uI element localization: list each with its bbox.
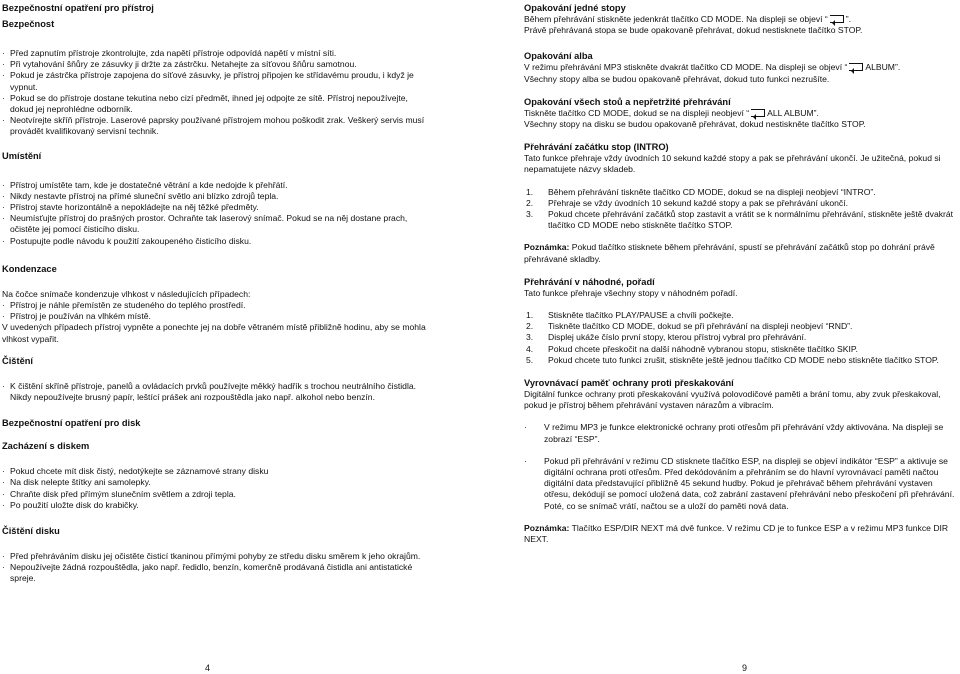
- intro-text: Tato funkce přehraje vždy úvodních 10 sekund každé stopy a pak se přehrávání ukončí. Je užitečná, pokud si nepamatujete názvy skladeb.: [524, 153, 941, 175]
- repeat-icon: [830, 15, 844, 23]
- note-label: Poznámka:: [524, 242, 570, 253]
- random-steps: [524, 310, 956, 366]
- list-item: · K čištění skříně přístroje, panelů a ovládacích prvků používejte měkký hadřík s trochou neutrálního čistidla. Nikdy nepoužívejte brusný papír, leštící prášek ani rozpouštědla jako např. alkohol nebo benzín.: [2, 381, 432, 403]
- step-text: Displej ukáže číslo první stopy, kterou přístroj vybral pro přehrávání.: [548, 332, 807, 343]
- list-item: · Nikdy nestavte přístroj na přímé sluneční světlo ani blízko zdrojů tepla.: [2, 191, 432, 202]
- intro-note: [524, 242, 956, 264]
- repeat-album-heading: Opakování alba: [524, 51, 593, 62]
- random-heading: Přehrávání v náhodné, pořadí: [524, 276, 655, 287]
- list-item: · Přístroj umístěte tam, kde je dostatečné větrání a kde nedojde k přehřátí.: [2, 180, 432, 191]
- list-item: · Pokud chcete mít disk čistý, nedotýkejte se záznamové strany disku: [2, 466, 432, 477]
- list-item: 2. Přehraje se vždy úvodních 10 sekund každé stopy a pak se přehrávání ukončí.: [526, 197, 849, 208]
- list-item: · Neotvírejte skříň přístroje. Laserové paprsky používané přístrojem mohou poškodit zrak. Veškerý servis musí provádět kvalifikovaný servisní technik.: [2, 115, 432, 137]
- list-item: 1. Během přehrávání tiskněte tlačítko CD MODE, dokud se na displeji neobjeví “INTRO”.: [526, 186, 876, 197]
- note-label: Poznámka:: [524, 522, 570, 533]
- intro-steps: [524, 187, 956, 232]
- list-item: · Postupujte podle návodu k použití zakoupeného čisticího disku.: [2, 236, 432, 247]
- safety-list: [2, 48, 432, 138]
- page-title: Bezpečnostní opatření pro přístroj: [2, 3, 154, 13]
- repeat-all-text-c: Všechny stopy na disku se budou opakovaně přehrávat, dokud nestiskněte tlačítko STOP.: [524, 119, 866, 130]
- note-text: Tlačítko ESP/DIR NEXT má dvě funkce. V režimu CD je to funkce ESP a v režimu MP3 funkce DIR NEXT.: [524, 522, 949, 545]
- list-item: · Před zapnutím přístroje zkontrolujte, zda napětí přístroje odpovídá napětí v místní síti.: [2, 48, 432, 59]
- list-item: 1. Stiskněte tlačítko PLAY/PAUSE a chvíli počkejte.: [526, 310, 734, 321]
- repeat-all-heading: Opakování všech stoů a nepřetržité přehrávání: [524, 96, 731, 107]
- list-item: 5. Pokud chcete tuto funkci zrušit, stiskněte ještě jednou tlačítko CD MODE nebo stiskněte tlačítko STOP.: [526, 354, 939, 365]
- repeat-all-text: [524, 108, 956, 119]
- repeat-icon: [849, 63, 863, 71]
- esp-list: [524, 422, 956, 511]
- disc-cleaning-heading: Čištění disku: [2, 526, 60, 537]
- repeat-album-text-c: Všechny stopy alba se budou opakovaně přehrávat, dokud tuto funkci nezrušíte.: [524, 73, 830, 84]
- list-item: · Před přehráváním disku jej očistěte čisticí tkaninou přímými pohyby ze středu disku směrem k jeho okrajům.: [2, 551, 432, 562]
- disc-cleaning-list: [2, 551, 432, 585]
- disc-handling-list: [2, 466, 432, 511]
- step-text: Během přehrávání tiskněte tlačítko CD MODE, dokud se na displeji neobjeví “INTRO”.: [548, 186, 876, 197]
- list-item: 3. Displej ukáže číslo první stopy, kterou přístroj vybral pro přehrávání.: [526, 332, 807, 343]
- list-item: · V režimu MP3 je funkce elektronické ochrany proti otřesům při přehrávání vždy aktivována. Na displeji se zobrazí “ESP”.: [524, 422, 956, 444]
- condensation-intro: Na čočce snímače kondenzuje vlhkost v následujících případech:: [2, 288, 251, 299]
- condensation-note: V uvedených případech přístroj vypněte a ponechte jej na dobře větraném místě přibližně hodinu, aby se mohla vlhkost vypařit.: [2, 322, 426, 344]
- repeat-icon: [751, 109, 765, 117]
- list-item: · Při vytahování šňůry ze zásuvky ji držte za zástrčku. Netahejte za síťovou šňůru samotnou.: [2, 59, 432, 70]
- cleaning-list: [2, 381, 432, 403]
- list-item: · Přístroj je náhle přemístěn ze studeného do teplého prostředí.: [2, 300, 432, 311]
- repeat-one-text-a: Během přehrávání stiskněte jedenkrát tlačítko CD MODE. Na displeji se objeví “: [524, 14, 828, 24]
- list-item: · Pokud se do přístroje dostane tekutina nebo cizí předmět, ihned jej odpojte ze sítě. Přístroj nepoužívejte, dokud jej neprohlédne odborník.: [2, 93, 432, 115]
- disc-safety-heading: Bezpečnostní opatření pro disk: [2, 418, 141, 429]
- random-text: Tato funkce přehraje všechny stopy v náhodném pořadí.: [524, 287, 738, 298]
- step-text: Stiskněte tlačítko PLAY/PAUSE a chvíli počkejte.: [548, 310, 734, 321]
- disc-handling-heading: Zacházení s diskem: [2, 441, 90, 452]
- list-item: 3. Pokud chcete přehrávání začátků stop zastavit a vrátit se k normálnímu přehrávání, stiskněte ještě dvakrát tlačítko CD MODE nebo stiskněte tlačítko STOP.: [526, 209, 954, 231]
- list-item: · Přístroj je používán na vlhkém místě.: [2, 311, 432, 322]
- esp-heading: Vyrovnávací paměť ochrany proti přeskakování: [524, 378, 734, 389]
- condensation-heading: Kondenzace: [2, 263, 57, 274]
- repeat-one-text: [524, 14, 956, 25]
- step-text: Pokud chcete tuto funkci zrušit, stiskněte ještě jednou tlačítko CD MODE nebo stiskněte tlačítko STOP.: [548, 354, 939, 365]
- condensation-list: [2, 300, 432, 322]
- step-text: Pokud chcete přeskočit na další náhodně vybranou stopu, stiskněte tlačítko SKIP.: [548, 343, 858, 354]
- list-item: · Pokud je zástrčka přístroje zapojena do síťové zásuvky, je přístroj připojen ke střídavému proudu, i když je vypnut.: [2, 70, 432, 92]
- placement-list: [2, 180, 432, 247]
- list-item: · Přístroj stavte horizontálně a nepokládejte na něj těžké předměty.: [2, 202, 432, 213]
- esp-note: [524, 523, 956, 545]
- repeat-album-text-a: V režimu přehrávání MP3 stiskněte dvakrát tlačítko CD MODE. Na displeji se objeví “: [524, 62, 848, 73]
- step-text: Přehraje se vždy úvodních 10 sekund každé stopy a pak se přehrávání ukončí.: [548, 197, 849, 208]
- list-item: · Nepoužívejte žádná rozpouštědla, jako např. ředidlo, benzín, komerčně prodávaná čistidla ani antistatické spreje.: [2, 562, 432, 584]
- repeat-album-text-b: ”.: [894, 62, 901, 73]
- repeat-all-text-b: ”.: [813, 107, 819, 118]
- list-item: 2. Tiskněte tlačítko CD MODE, dokud se při přehrávání na displeji neobjeví “RND”.: [526, 321, 853, 332]
- note-text: Pokud tlačítko stisknete během přehrávání, spustí se přehrávání začátků stop po dohrání právě přehrávané skladby.: [524, 242, 935, 264]
- repeat-album-label: ALBUM: [865, 62, 895, 73]
- safety-heading: Bezpečnost: [2, 19, 55, 29]
- intro-heading: Přehrávání začátku stop (INTRO): [524, 142, 669, 153]
- repeat-one-heading: Opakování jedné stopy: [524, 3, 626, 13]
- repeat-all-text-a: Tiskněte tlačítko CD MODE, dokud se na displeji neobjeví “: [524, 107, 750, 118]
- step-text: Pokud chcete přehrávání začátků stop zastavit a vrátit se k normálnímu přehrávání, stiskněte ještě dvakrát tlačítko CD MODE nebo stiskněte tlačítko STOP.: [548, 209, 954, 231]
- repeat-one-text-c: Právě přehrávaná stopa se bude opakovaně přehrávat, dokud nestisknete tlačítko STOP.: [524, 25, 863, 36]
- left-column: [2, 2, 432, 585]
- list-item: · Pokud při přehrávání v režimu CD stisknete tlačítko ESP, na displeji se objeví indikátor “ESP” a aktivuje se digitální ochrana proti otřesům. Před dekódováním a přehráním se do hlavní vyrovnávací paměti načtou digitální data představující přibližně 45 sekund hudby. Pokud je přehrávač během přehrávání vystaven otřesu, dekódují se pomocí uložená data, což zabrání zastavení přehrávání nebo přeskočení při přehrávání. Poté, co se snímač vrátí, načtou se a uloží do paměti nová data.: [524, 456, 956, 512]
- list-item: · Na disk nelepte štítky ani samolepky.: [2, 477, 432, 488]
- step-text: Tiskněte tlačítko CD MODE, dokud se při přehrávání na displeji neobjeví “RND”.: [548, 321, 853, 332]
- cleaning-heading: Čištění: [2, 355, 33, 366]
- page-number-right: 9: [742, 663, 748, 673]
- right-column: [524, 2, 956, 545]
- esp-text: Digitální funkce ochrany proti přeskakování využívá polovodičové paměti a brání tomu, aby zvuk přeskakoval, pokud je přístroj během přehrávání vystaven nárazům a vibracím.: [524, 389, 941, 411]
- repeat-all-label: ALL ALBUM: [767, 107, 814, 118]
- list-item: · Po použití uložte disk do krabičky.: [2, 500, 432, 511]
- list-item: · Chraňte disk před přímým slunečním světlem a zdroji tepla.: [2, 489, 432, 500]
- page-number-left: 4: [205, 663, 211, 673]
- repeat-one-text-b: ”.: [845, 14, 852, 24]
- list-item: 4. Pokud chcete přeskočit na další náhodně vybranou stopu, stiskněte tlačítko SKIP.: [526, 343, 858, 354]
- placement-heading: Umístění: [2, 150, 42, 161]
- repeat-album-text: [524, 62, 956, 73]
- list-item: · Neumísťujte přístroj do prašných prostor. Ochraňte tak laserový snímač. Pokud se na něj dostane prach, očistěte jej pomocí čisticího disku.: [2, 213, 432, 235]
